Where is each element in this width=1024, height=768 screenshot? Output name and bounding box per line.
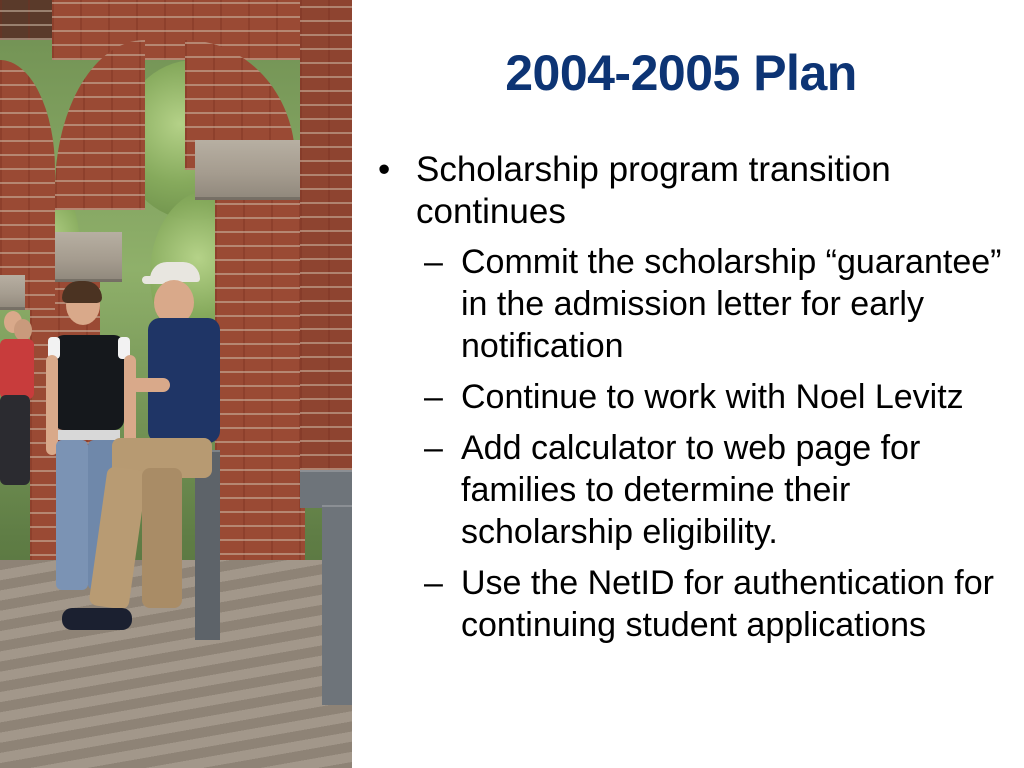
student-man	[70, 258, 220, 638]
slide-content	[378, 149, 1008, 655]
sub-bullet-item	[378, 562, 1008, 646]
bullet-item	[378, 149, 1008, 233]
slide-title: 2004-2005 Plan	[505, 45, 857, 101]
bullet-marker: •	[378, 150, 391, 189]
dash-marker: –	[424, 243, 443, 281]
campus-photo	[0, 0, 352, 768]
railing-post	[322, 505, 352, 705]
sub-bullet-list	[378, 241, 1008, 646]
railing-right	[300, 470, 352, 508]
background-students	[0, 305, 40, 495]
sub-bullet-item	[378, 376, 1008, 418]
sub-bullet-item	[378, 427, 1008, 553]
sub-bullet-text: Commit the scholarship “guarantee” in the admission letter for early notification	[461, 243, 1002, 365]
sub-bullet-item	[378, 241, 1008, 367]
brick-wall-right	[300, 0, 352, 470]
sub-bullet-text: Add calculator to web page for families to determine their scholarship eligibility.	[461, 429, 921, 551]
dash-marker: –	[424, 378, 443, 416]
arch-far-left	[0, 60, 55, 310]
sub-bullet-text: Continue to work with Noel Levitz	[461, 378, 964, 416]
arch-left-spandrel	[55, 40, 145, 210]
bullet-text: Scholarship program transition continues	[416, 150, 891, 231]
dash-marker: –	[424, 564, 443, 602]
sub-bullet-text: Use the NetID for authentication for continuing student applications	[461, 564, 994, 644]
dash-marker: –	[424, 429, 443, 467]
